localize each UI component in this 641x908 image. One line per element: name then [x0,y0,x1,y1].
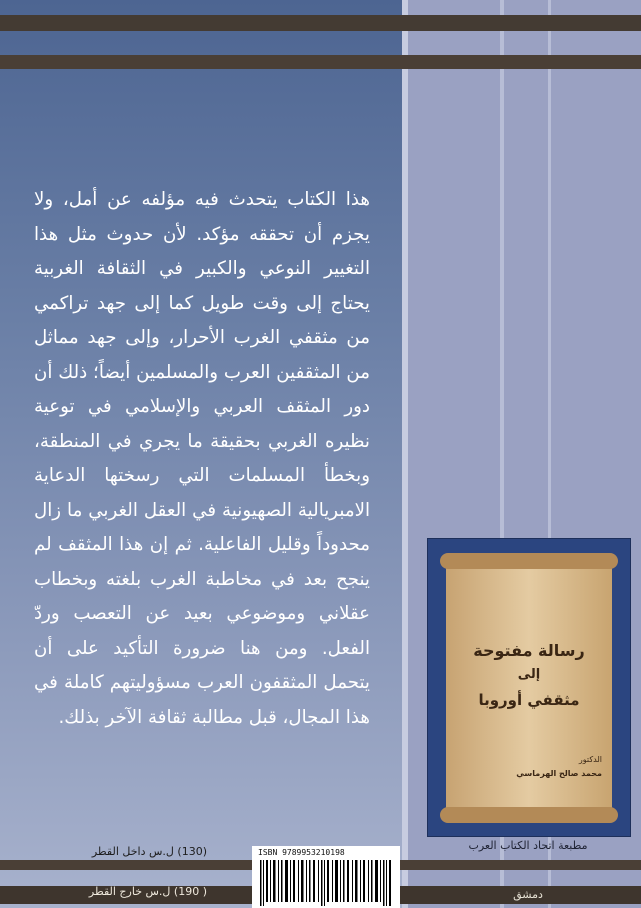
city-label: دمشق [513,888,543,901]
price-outside: ( 190) ل.س خارج القطر [88,885,207,898]
barcode [252,846,400,908]
blurb-text [34,183,370,735]
top-band-2 [0,55,641,69]
book-thumbnail [427,538,631,837]
top-band [0,15,641,31]
thumb-title-line2: إلى [517,667,541,682]
thumb-title-line3: مثقفي أوروبا [478,691,580,709]
isbn-text: ISBN 9789953210198 [258,848,345,857]
price-inside: (130) ل.س داخل القطر [91,845,207,858]
blurb-paragraph: هذا الكتاب يتحدث فيه مؤلفه عن أمل، ولا يجزم أن تحققه مؤكد. لأن حدوث مثل هذا التغيير النوعي والكبير في الثقافة الغربية يحتاج إلى وقت طويل كما إلى جهد تراكمي من مثقفي الغرب الأحرار، وإلى جهد مماثل من المثقفين العرب والمسلمين أيضاً؛ ذلك أن دور المثقف العربي والإسلامي في توعية نظيره الغربي بحقيقة ما يجري في المنطقة، وبخطأ المسلمات التي رسختها الدعاية الامبريالية الصهيونية في العقل الغربي ما زال محدوداً وقليل الفاعلية. ثم إن هذا المثقف لم ينجح بعد في مخاطبة الغرب بلغته وبخطاب عقلاني وموضوعي بعيد عن التعصب وردّ الفعل. ومن هنا ضرورة التأكيد على أن يتحمل المثقفون العرب مسؤوليتهم كاملة في هذا المجال، قبل مطالبة ثقافة الآخر بذلك. [34,189,370,728]
publisher-label: مطبعة اتحاد الكتاب العرب [468,839,588,852]
thumb-author-name: محمد صالح الهرماسي [516,769,602,778]
panel-edge [402,0,408,908]
scroll-illustration [446,559,612,817]
thumb-title-line1: رسالة مفتوحة [473,641,585,660]
barcode-bars-icon [258,860,394,906]
thumb-author-prefix: الدكتور [578,755,602,764]
